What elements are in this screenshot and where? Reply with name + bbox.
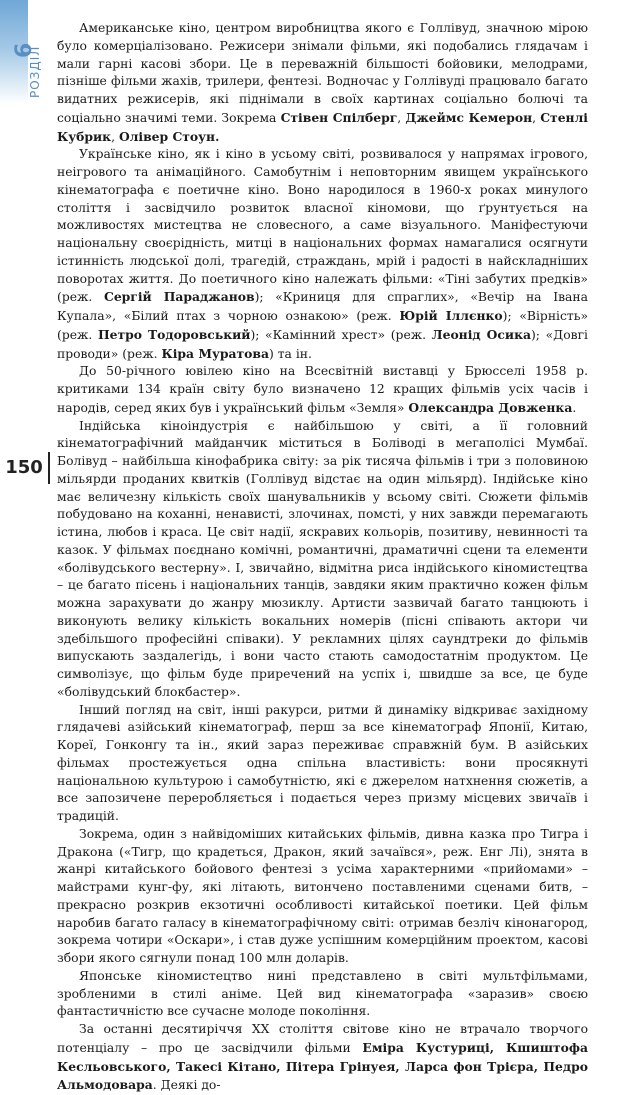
text-run: Японське кіномистецтво нині представлено в світі мультфільмами, зробленими в стилі аніме. Цей вид кінематографа «заразив» своєю фантастичністю все сучасне молоде покоління.: [57, 968, 588, 1019]
bold-name: Джеймс Кемерон: [405, 109, 533, 125]
text-run: Індійська кіноіндустрія є найбільшою у світі, а її головний кінематографічний майданчик міститься в Боліводі в мегаполісі Мумбаї. Болівуд – найбільша кінофабрика світу: за рік тисяча фільмів і три з половиною мільярди проданих квитків (Голлівуд відстає на один мільярд). Індійське кіно має величезну кількість своїх шанувальників у всьому світі. Сюжети фільмів побудовано на коханні, ненависті, злочинах, помсті, у них завжди перемагають істина, любов і краса. Це світ надії, яскравих кольорів, позитиву, невинності та казок. У фільмах поєднано комічні, романтичні, драматичні сцени та елементи «болівудського вестерну». І, звичайно, відмітна риса індійського кіномистецтва – це багато пісень і національних танців, завдяки яким практично кожен фільм можна зарахувати до жанру мюзиклу. Артисти зазвичай багато танцюють і виконують велику кількість вокальних номерів (пісні співають актори чи здебільшого професійні співаки). У рекламних цілях саундтреки до фільмів випускають заздалегідь, і вони часто стають самодостатнім продуктом. Це символізує, що фільм буде приречений на успіх і, швидше за все, це буде «болівудський блокбастер».: [57, 418, 588, 699]
bold-name: Юрій Іллєнко: [399, 308, 503, 323]
paragraph: [57, 418, 588, 702]
bold-name: Олівер Стоун.: [118, 128, 220, 144]
paragraph: [57, 1021, 588, 1095]
bold-name: Петро Тодоровський: [97, 326, 251, 342]
bold-name: Стівен Спілберг: [280, 109, 398, 125]
text-run: До 50-річного ювілею кіно на Всесвітній виставці у Брюсселі 1958 р. критиками 134 країн світу було визначено 12 кращих фільмів усіх часів і народів, серед яких був і український фільм «Земля»: [57, 364, 588, 415]
text-run: ) та ін.: [268, 346, 312, 361]
chapter-number: 6: [12, 42, 37, 58]
text-run: . Деякі до-: [152, 1078, 221, 1093]
text-run: Українське кіно, як і кіно в усьому світі, розвивалося у напрямах ігрового, неігрового та анімаційного. Самобутнім і неповторним явищем українського кінематографа є поетичне кіно. Воно народилося в 1960-х роках минулого століття і засвідчило розвиток власної кіномови, що ґрунтується на можливостях мистецтва не словесного, а саме візуального. Маніфестуючи національну своєрідність, митці в національних формах намагалися осягнути істинність людської долі, трагедій, страждань, мрій і радості в найскладніших поворотах життя. До поетичного кіно належать фільми: «Тіні забутих предків» (реж.: [57, 147, 588, 305]
text-run: Зокрема, один з найвідоміших китайських фільмів, дивна казка про Тигра і Дракона («Тигр, що крадеться, Дракон, який зачаївся», реж. Енг Лі), знята в жанрі китайського бойового фентезі з усіма характерними «прийомами» – майстрами кунг-фу, які літають, витончено поставленими сценами битв, – прекрасно розкрив екзотичні особливості китайської поетики. Цей фільм наробив багато галасу в кінематографічному світі: отримав безліч кінонагород, зокрема чотири «Оскари», і став дуже успішним комерційним проектом, касові збори якого сягнули понад 100 млн доларів.: [57, 826, 588, 965]
body-text: [57, 20, 588, 1095]
bold-name: Еміра Кустуриці, Кшиштофа Кесльовського, Такесі Кітано, Пітера Грінуея, Ларса фон Трієра, Педро Альмодовара: [57, 1039, 588, 1093]
chapter-label: РОЗДІЛ: [28, 45, 42, 98]
text-run: За останні десятиріччя XX століття світове кіно не втрачало творчого потенціалу – про це засвідчили фільми: [57, 1022, 588, 1055]
bold-name: Стенлі Кубрик: [57, 109, 588, 144]
text-run: ); «Криниця для спраглих», «Вечір на Івана Купала», «Білий птах з чорною ознакою» (реж.: [57, 290, 588, 323]
paragraph: [57, 826, 588, 968]
bold-name: Кіра Муратова: [161, 345, 269, 361]
paragraph: [57, 20, 588, 146]
paragraph: [57, 702, 588, 826]
text-run: ); «Довгі проводи» (реж.: [57, 327, 588, 361]
bold-name: Сергій Параджанов: [104, 289, 255, 305]
bold-name: Леонід Осика: [431, 326, 531, 342]
text-run: ,: [397, 110, 406, 125]
text-run: ); «Камінний хрест» (реж.: [250, 327, 432, 342]
text-run: .: [572, 400, 577, 415]
paragraph: [57, 363, 588, 417]
text-run: Інший погляд на світ, інші ракурси, ритми й динаміку відкриває західному глядачеві азійський кінематограф, перш за все кінематограф Японії, Китаю, Кореї, Гонконгу та ін., який зараз переживає справжній бум. В азійських фільмах простежується одна спільна властивість: вони просякнуті національною культурою і самобутністю, які є джерелом натхнення сюжетів, а все запозичене переробляється і подається через призму місцевих звичаїв і традицій.: [57, 702, 588, 823]
paragraph: [57, 968, 588, 1021]
page-number: 150: [0, 452, 50, 484]
text-run: ,: [111, 129, 119, 144]
paragraph: [57, 146, 588, 363]
text-run: ); «Вірність» (реж.: [57, 309, 589, 342]
text-run: ,: [532, 110, 541, 125]
text-run: Американське кіно, центром виробництва якого є Голлівуд, значною мірою було комерціалізовано. Режисери знімали фільми, які подобались глядачам і мали гарні касові збори. Це в переважній більшості бойовики, мелодрами, пізніше фільми жахів, трилери, фентезі. Водночас у Голлівуді працювало багато видатних режисерів, які піднімали в своїх картинах соціально болючі та соціально значимі теми. Зокрема: [57, 21, 588, 125]
bold-name: Олександра Довженка: [408, 399, 573, 415]
chapter-tag: [2, 4, 42, 98]
